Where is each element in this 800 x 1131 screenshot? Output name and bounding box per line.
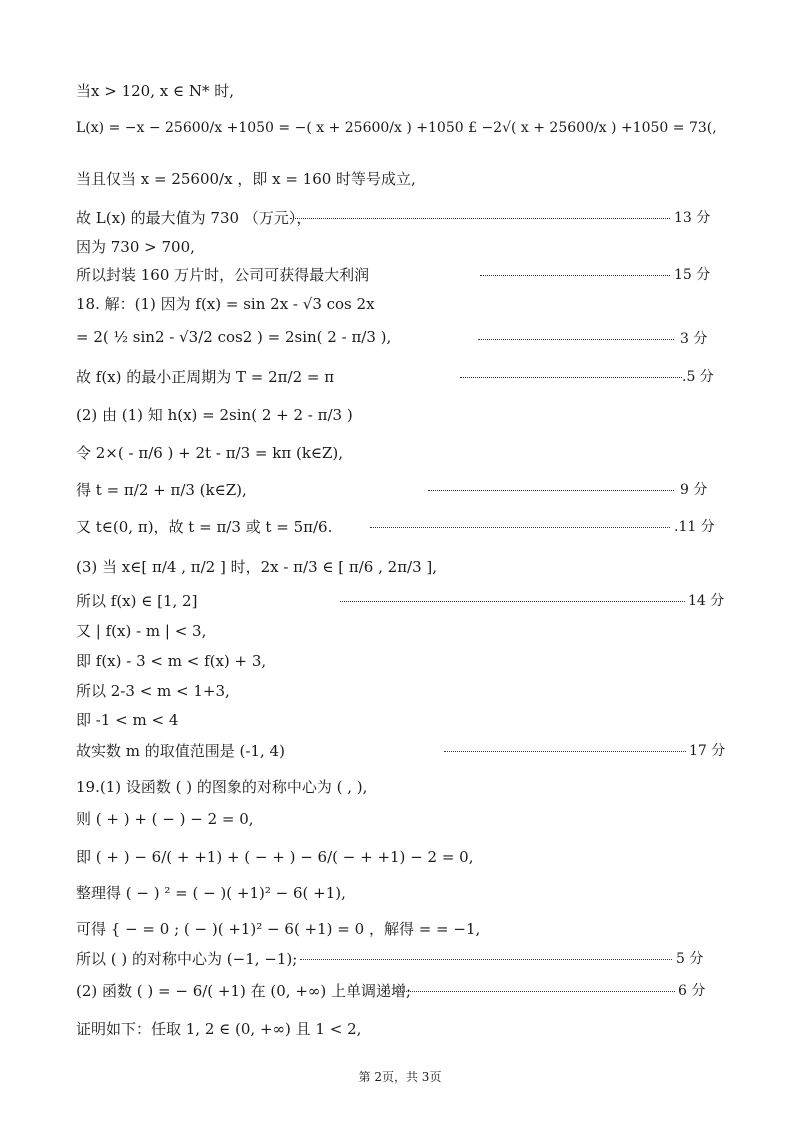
text-line: 因为 730 > 700, (76, 238, 195, 256)
dotted-leader (395, 991, 675, 992)
score-label: 9 分 (680, 482, 708, 498)
score-label: .5 分 (682, 369, 714, 385)
score-label: 15 分 (674, 267, 711, 283)
score-label: 6 分 (678, 983, 706, 999)
math-line: 令 2×( - π/6 ) + 2t - π/3 = kπ (k∈Z), (76, 444, 344, 462)
score-label: 3 分 (680, 331, 708, 347)
math-line: 所以 f(x) ∈ [1, 2] (76, 592, 198, 610)
dotted-leader (444, 751, 686, 752)
dotted-leader (340, 601, 685, 602)
math-line: 所以 ( ) 的对称中心为 (−1, −1); (76, 950, 298, 968)
dotted-leader (290, 218, 670, 219)
math-line: 所以 2-3 < m < 1+3, (76, 682, 230, 700)
dotted-leader (460, 377, 682, 378)
text-line: 18. 解：(1) 因为 f(x) = sin 2x - √3 cos 2x (76, 295, 375, 313)
dotted-leader (370, 527, 670, 528)
text-line: 所以封装 160 万片时，公司可获得最大利润 (76, 266, 370, 284)
math-line: 即 f(x) - 3 < m < f(x) + 3, (76, 652, 267, 670)
math-line: 即 -1 < m < 4 (76, 711, 179, 729)
math-line: (2) 由 (1) 知 h(x) = 2sin( 2 + 2 - π/3 ) (76, 406, 353, 424)
dotted-leader (478, 339, 674, 340)
page-footer: 第 2页，共 3页 (358, 1070, 442, 1084)
math-line: 整理得 ( − ) ² = ( − )( +1)² − 6( +1), (76, 884, 346, 902)
text-line: 当且仅当 x = 25600/x ，即 x = 160 时等号成立, (76, 170, 416, 188)
score-label: 14 分 (688, 593, 725, 609)
score-label: .11 分 (674, 519, 715, 535)
math-line: 故 f(x) 的最小正周期为 T = 2π/2 = π (76, 368, 335, 386)
math-line: 又 t∈(0, π)，故 t = π/3 或 t = 5π/6. (76, 518, 333, 536)
dotted-leader (428, 490, 674, 491)
math-line: 证明如下：任取 1, 2 ∈ (0, +∞) 且 1 < 2, (76, 1020, 362, 1038)
text-line: 19.(1) 设函数 ( ) 的图象的对称中心为 ( , ), (76, 778, 368, 796)
text-line: 故实数 m 的取值范围是 (-1, 4) (76, 742, 285, 760)
text-line: 当x > 120, x ∈ N* 时, (76, 82, 234, 100)
math-line: 可得 { − = 0 ; ( − )( +1)² − 6( +1) = 0 ，解得 = = −1, (76, 920, 481, 938)
math-line: 得 t = π/2 + π/3 (k∈Z), (76, 481, 247, 499)
math-line: 又 | f(x) - m | < 3, (76, 622, 207, 640)
math-line: = 2( ½ sin2 - √3/2 cos2 ) = 2sin( 2 - π/3 ), (76, 328, 392, 346)
score-label: 13 分 (674, 210, 711, 226)
math-line: 即 ( + ) − 6/( + +1) + ( − + ) − 6/( − + +1) − 2 = 0, (76, 848, 474, 866)
math-line: L(x) = −x − 25600/x +1050 = −( x + 25600/x ) +1050 £ −2√( x + 25600/x ) +1050 = 73(, (76, 120, 717, 136)
score-label: 5 分 (676, 951, 704, 967)
text-line: 故 L(x) 的最大值为 730 （万元）， (76, 209, 312, 227)
score-label: 17 分 (689, 743, 726, 759)
math-line: 则 ( + ) + ( − ) − 2 = 0, (76, 810, 254, 828)
dotted-leader (480, 275, 670, 276)
dotted-leader (300, 959, 672, 960)
math-line: (3) 当 x∈[ π/4 , π/2 ] 时，2x - π/3 ∈ [ π/6 , 2π/3 ], (76, 558, 438, 576)
math-line: (2) 函数 ( ) = − 6/( +1) 在 (0, +∞) 上单调递增; (76, 982, 412, 1000)
